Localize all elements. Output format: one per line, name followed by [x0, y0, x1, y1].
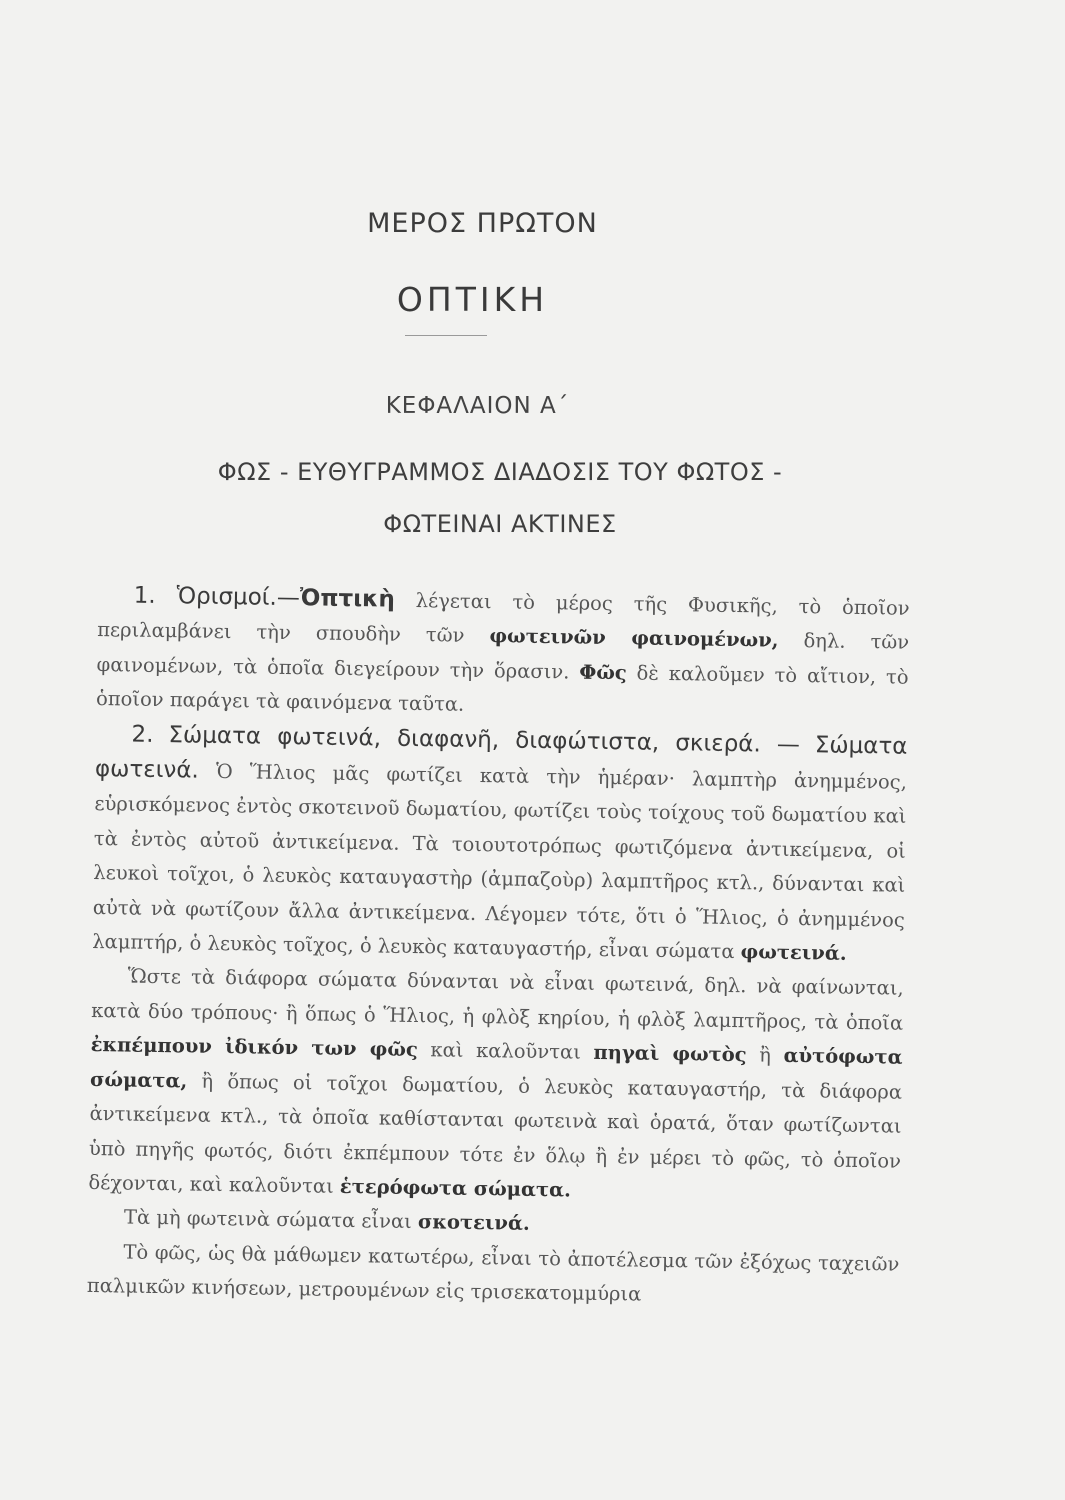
bold-term: ἐκπέμπουν ἰδικόν των φῶς [90, 1033, 419, 1062]
body-text [87, 578, 910, 1316]
bold-term: πηγαὶ φωτὸς [593, 1041, 747, 1067]
title-divider [405, 335, 487, 336]
text-run: Τὸ φῶς, ὡς θὰ μάθωμεν κατωτέρω, εἶναι τὸ ἀποτέλεσμα τῶν ἐξόχως ταχειῶν παλμικῶν κινήσεων, μετρουμένων εἰς τρισεκατομμύρια [86, 1240, 900, 1306]
section-heading: Ὁρισμοί.— [176, 583, 301, 612]
section-number: 1. [133, 582, 156, 609]
text-run: ἢ [746, 1043, 784, 1068]
bold-term: σκοτεινά. [417, 1210, 530, 1236]
chapter-title-line2: ΦΩΤΕΙΝΑΙ ΑΚΤΙΝΕΣ [383, 510, 617, 538]
bold-term: αὐτόφωτα σώματα, [89, 1044, 903, 1093]
text-run: ἢ ὅπως οἱ τοῖχοι δωματίου, ὁ λευκὸς καταυγαστήρ, τὰ διάφορα ἀντικείμενα κτλ., τὰ ὁποῖα καθίστανται φωτεινὰ καὶ ὁρατά, ὅταν φωτίζωνται ὑπὸ πηγῆς φωτός, διότι ἐκπέμπουν τότε ἐν ὅλῳ ἢ ἐν μέρει τὸ φῶς, τὸ ὁποῖον δέχονται, καὶ καλοῦνται [88, 1069, 903, 1198]
text-run: καὶ καλοῦνται [417, 1038, 594, 1065]
term-optics: Ὀπτικὴ [299, 585, 396, 613]
section-number: 2. [131, 721, 154, 748]
paragraph-definitions [96, 578, 910, 729]
chapter-number: ΚΕΦΑΛΑΙΟΝ Α΄ [385, 393, 570, 419]
text-run: Ὥστε τὰ διάφορα σώματα δύνανται νὰ εἶναι φωτεινά, δηλ. νὰ φαίνωνται, κατὰ δύο τρόπους· ἢ ὅπως ὁ Ἥλιος, ἡ φλὸξ κηρίου, ἡ φλὸξ λαμπτῆρος, τὰ ὁποῖα [91, 964, 904, 1035]
text-run: Ὁ Ἥλιος μᾶς φωτίζει κατὰ τὴν ἡμέραν· λαμπτὴρ ἀνημμένος, εὑρισκόμενος ἐντὸς σκοτεινοῦ δωματίου, φωτίζει τοὺς τοίχους τοῦ δωματίου καὶ τὰ ἐντὸς αὐτοῦ ἀντικείμενα. Τὰ τοιουτοτρόπως φωτιζόμενα ἀντικείμενα, οἱ λευκοὶ τοῖχοι, ὁ λευκὸς καταυγαστὴρ (ἀμπαζοὺρ) λαμπτῆρος κτλ., δύνανται καὶ αὐτὰ νὰ φωτίζουν ἄλλα ἀντικείμενα. Λέγομεν τότε, ὅτι ὁ Ἥλιος, ὁ ἀνημμένος λαμπτήρ, ὁ λευκὸς τοῖχος, ὁ λευκὸς καταυγαστήρ, εἶναι σώματα [92, 759, 908, 964]
part-title: ΜΕΡΟΣ ΠΡΩΤΟΝ [367, 208, 598, 239]
bold-term: ἑτερόφωτα σώματα. [339, 1174, 572, 1202]
paragraph-bodies [92, 717, 908, 973]
text-run: δὲ καλοῦμεν τὸ αἴτιον, τὸ ὁποῖον παράγει τὰ φαινόμενα ταῦτα. [95, 661, 909, 716]
paragraph-light-nature [87, 1235, 900, 1317]
bold-term: φωτεινῶν φαινομένων, [489, 624, 779, 653]
text-run: Τὰ μὴ φωτεινὰ σώματα εἶναι [123, 1205, 419, 1234]
bold-term: Φῶς [579, 660, 627, 685]
bold-term: φωτεινά. [740, 940, 847, 965]
section-heading: Σώματα φωτεινά, διαφανῆ, διαφώτιστα, σκιερά. — [168, 721, 801, 758]
subject-title: ΟΠΤΙΚΗ [396, 280, 549, 319]
paragraph-light-sources [88, 959, 904, 1213]
text-run: λέγεται τὸ μέρος τῆς Φυσικῆς, τὸ ὁποῖον περιλαμβάνει τὴν σπουδὴν τῶν [97, 588, 910, 648]
section-subheading: Σώματα φωτεινά. [94, 731, 908, 784]
text-run: δηλ. τῶν φαινομένων, τὰ ὁποῖα διεγείρουν τὴν ὅρασιν. [96, 629, 910, 684]
chapter-title-line1: ΦΩΣ - ΕΥΘΥΓΡΑΜΜΟΣ ΔΙΑΔΟΣΙΣ ΤΟΥ ΦΩΤΟΣ - [217, 458, 783, 486]
